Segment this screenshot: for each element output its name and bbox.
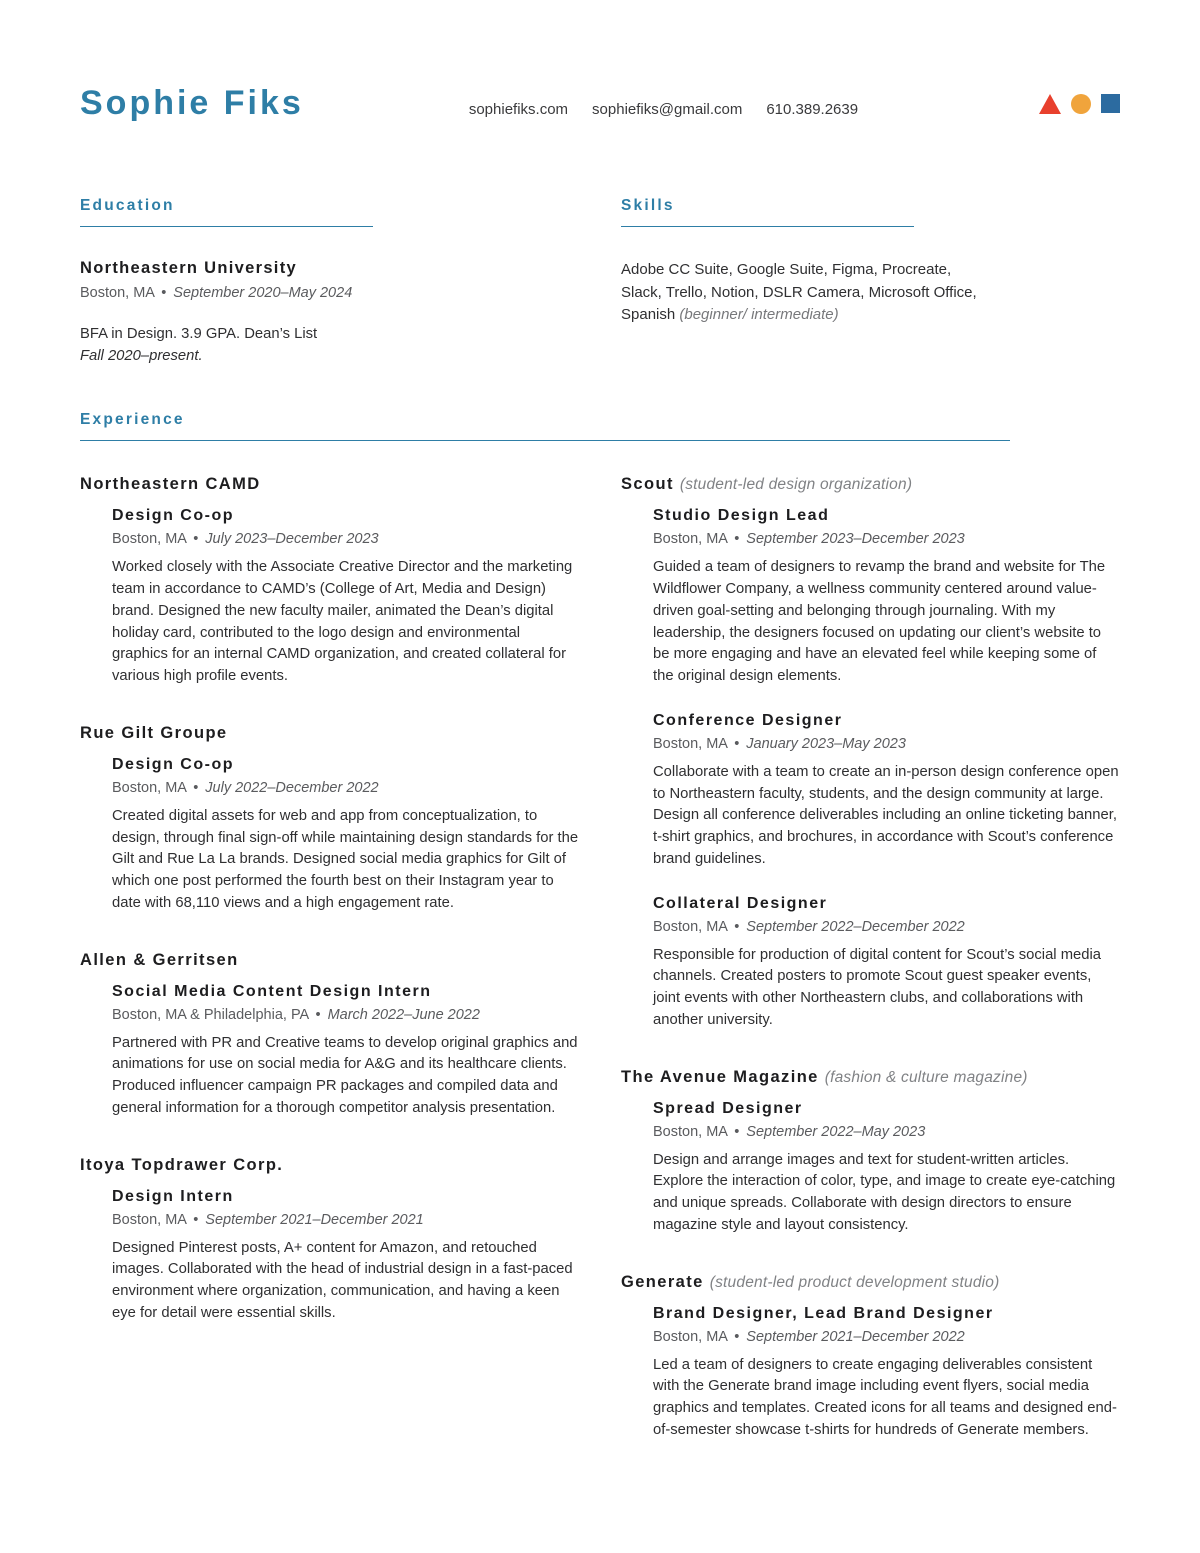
role-location: Boston, MA	[112, 1211, 187, 1228]
role-description: Worked closely with the Associate Creative Director and the marketing team in accordance to CAMD’s (College of Art, Media and Design) brand. Designed the new faculty mailer, animated the Dean’s digital holiday card, contributed to the logo design and environmental graphics for an internal CAMD organization, and created collateral for various high profile events.	[112, 559, 573, 685]
experience-left-column	[80, 475, 579, 1360]
website-link[interactable]: sophiefiks.com	[468, 101, 569, 118]
role-description: Partnered with PR and Creative teams to develop original graphics and animations for use on social media for A&G and its healthcare clients. Produced influencer campaign PR packages and compiled data and general information for a thorough competitor analysis presentation.	[112, 1034, 578, 1116]
education-location: Boston, MA	[80, 285, 155, 301]
role-title: Conference Designer	[653, 711, 843, 729]
role-dates: September 2022–December 2022	[746, 918, 965, 935]
logo	[1039, 94, 1120, 114]
role-description: Collaborate with a team to create an in-person design conference open to Northeastern faculty, students, and the design community at large. Design all conference deliverables including an online ticketing banner, t-shirt graphics, and brochures, in accordance with Scout’s conference brand guidelines.	[653, 763, 1119, 867]
role-location: Boston, MA	[653, 531, 728, 548]
company-name: Northeastern CAMD	[80, 475, 261, 494]
company-name-text: Generate	[621, 1272, 704, 1291]
role-meta	[112, 1212, 579, 1228]
role-location: Boston, MA	[112, 531, 187, 548]
company-name	[621, 475, 1120, 494]
role-description: Led a team of designers to create engaging deliverables consistent with the Generate brand image including event flyers, social media graphics and templates. Created icons for all teams and designed end-of-semester showcase t-shirts for hundreds of Generate members.	[653, 1356, 1117, 1438]
role-dates: September 2021–December 2022	[746, 1328, 965, 1345]
skills-text: Adobe CC Suite, Google Suite, Figma, Procreate, Slack, Trello, Notion, DSLR Camera, Microsoft Office, Spanish	[621, 261, 977, 323]
experience-entry	[80, 951, 579, 1120]
bullet-separator: •	[734, 531, 740, 548]
role-title: Studio Design Lead	[653, 507, 830, 525]
role	[653, 712, 1120, 871]
phone-number: 610.389.2639	[766, 101, 859, 118]
role-meta	[653, 531, 1120, 547]
bullet-separator: •	[734, 918, 740, 935]
role-description: Designed Pinterest posts, A+ content for Amazon, and retouched images. Collaborated with the head of industrial design in a fast-paced environment where organization, communication, and having a keen eye for detail were essential skills.	[112, 1239, 573, 1321]
company-name: Allen & Gerritsen	[80, 950, 239, 969]
role-title: Design Intern	[112, 1187, 234, 1205]
role-title: Brand Designer, Lead Brand Designer	[653, 1304, 994, 1322]
role-dates: September 2021–December 2021	[205, 1211, 424, 1228]
header	[80, 84, 1120, 123]
role-description: Created digital assets for web and app from conceptualization, to design, through final sign-off while maintaining design standards for the Gilt and Rue La La brands. Designed social media graphics for Gilt of which one post performed the fourth best on their Instagram year to date with 68,110 views and a high engagement rate.	[112, 807, 579, 911]
bullet-separator: •	[161, 285, 167, 301]
role-description: Responsible for production of digital content for Scout’s social media channels. Created posters to promote Scout guest speaker events, joint events with other Northeastern clubs, and collaborations with another university.	[653, 946, 1101, 1028]
education-skills-section	[80, 197, 1120, 367]
experience-right-column	[621, 475, 1120, 1477]
contact-info	[469, 101, 858, 118]
role-title: Collateral Designer	[653, 894, 828, 912]
company-note: (student-led design organization)	[679, 476, 913, 494]
bullet-separator: •	[193, 531, 199, 548]
bullet-separator: •	[315, 1006, 321, 1023]
role	[653, 1100, 1120, 1237]
company-name: Rue Gilt Groupe	[80, 723, 228, 742]
role-dates: September 2022–May 2023	[746, 1123, 926, 1140]
experience-entry	[80, 724, 579, 915]
email-link[interactable]: sophiefiks@gmail.com	[592, 101, 743, 118]
role	[653, 895, 1120, 1032]
experience-entry	[621, 1068, 1120, 1237]
role	[112, 1188, 579, 1325]
role-dates: March 2022–June 2022	[327, 1006, 480, 1023]
role-meta	[112, 780, 579, 796]
circle-icon	[1071, 94, 1091, 114]
role	[112, 756, 579, 915]
person-name: Sophie Fiks	[80, 84, 304, 122]
company-note: (fashion & culture magazine)	[824, 1068, 1028, 1086]
role-dates: July 2023–December 2023	[205, 531, 379, 548]
role-meta	[653, 1329, 1120, 1345]
education-heading: Education	[80, 197, 373, 227]
skills-section	[621, 197, 1120, 367]
role-location: Boston, MA	[112, 779, 187, 796]
company-name	[621, 1068, 1120, 1087]
role-dates: January 2023–May 2023	[746, 735, 906, 752]
role-meta	[112, 1007, 579, 1023]
deans-list-dates: Fall 2020–present.	[80, 348, 203, 365]
bullet-separator: •	[734, 1328, 740, 1345]
role	[653, 1305, 1120, 1442]
education-section	[80, 197, 579, 367]
role-location: Boston, MA	[653, 1123, 728, 1140]
education-detail	[80, 323, 579, 367]
bullet-separator: •	[734, 735, 740, 752]
role-location: Boston, MA	[653, 918, 728, 935]
company-name: Itoya Topdrawer Corp.	[80, 1155, 284, 1174]
role-description: Design and arrange images and text for student-written articles. Explore the interaction of color, type, and image to create eye-catching and unique spreads. Collaborate with design directors to ensure magazine style and layout consistency.	[653, 1151, 1116, 1233]
education-dates: September 2020–May 2024	[173, 285, 353, 301]
role-location: Boston, MA	[653, 735, 728, 752]
role-title: Design Co-op	[112, 755, 234, 773]
company-name	[621, 1273, 1120, 1292]
skills-list	[621, 259, 986, 327]
experience-columns	[80, 475, 1120, 1477]
role-description: Guided a team of designers to revamp the brand and website for The Wildflower Company, a wellness community centered around value-driven goal-setting and belonging through journaling. With my leadership, the designers focused on updating our client’s website to be more engaging and have an elevated feel while keeping some of the original design elements.	[653, 559, 1106, 685]
role-meta	[653, 736, 1120, 752]
role-meta	[112, 531, 579, 547]
role	[653, 507, 1120, 688]
company-name-text: Scout	[621, 475, 674, 494]
role-title: Spread Designer	[653, 1099, 803, 1117]
role-title: Design Co-op	[112, 507, 234, 525]
role-dates: July 2022–December 2022	[205, 779, 379, 796]
triangle-icon	[1039, 94, 1061, 114]
experience-entry	[80, 1156, 579, 1325]
role-location: Boston, MA	[653, 1328, 728, 1345]
company-note: (student-led product development studio)	[709, 1273, 1000, 1291]
role-dates: September 2023–December 2023	[746, 531, 965, 548]
skills-level-note: (beginner/ intermediate)	[679, 306, 839, 323]
education-meta	[80, 285, 579, 301]
role	[112, 983, 579, 1120]
experience-section	[80, 411, 1120, 1477]
company-name-text: The Avenue Magazine	[621, 1067, 819, 1086]
role-meta	[653, 919, 1120, 935]
square-icon	[1101, 94, 1120, 113]
role	[112, 507, 579, 688]
experience-heading: Experience	[80, 411, 1010, 441]
school-name: Northeastern University	[80, 259, 297, 277]
experience-entry	[621, 1273, 1120, 1442]
skills-heading: Skills	[621, 197, 914, 227]
role-location: Boston, MA & Philadelphia, PA	[112, 1006, 309, 1023]
experience-entry	[621, 475, 1120, 1031]
bullet-separator: •	[193, 1211, 199, 1228]
bullet-separator: •	[193, 779, 199, 796]
degree-text: BFA in Design. 3.9 GPA. Dean’s List	[80, 326, 318, 342]
role-meta	[653, 1124, 1120, 1140]
role-title: Social Media Content Design Intern	[112, 982, 432, 1000]
bullet-separator: •	[734, 1123, 740, 1140]
experience-entry	[80, 475, 579, 688]
